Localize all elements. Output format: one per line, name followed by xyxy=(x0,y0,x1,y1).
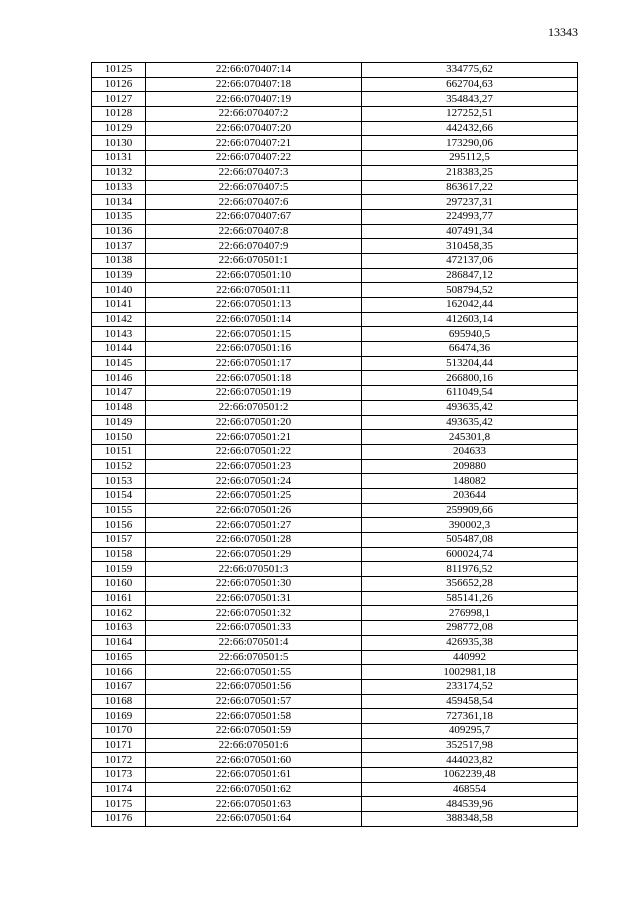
cadastral-value-cell: 266800,16 xyxy=(362,371,578,386)
cadastral-value-cell: 127252,51 xyxy=(362,107,578,122)
cadastral-value-cell: 354843,27 xyxy=(362,92,578,107)
table-row xyxy=(92,77,578,92)
cadastral-number-cell: 22:66:070501:23 xyxy=(146,459,362,474)
row-number-cell: 10158 xyxy=(92,547,146,562)
cadastral-number-cell: 22:66:070407:6 xyxy=(146,195,362,210)
table-row xyxy=(92,635,578,650)
cadastral-value-cell: 662704,63 xyxy=(362,77,578,92)
row-number-cell: 10147 xyxy=(92,386,146,401)
table-row xyxy=(92,121,578,136)
table-row xyxy=(92,430,578,445)
row-number-cell: 10145 xyxy=(92,356,146,371)
row-number-cell: 10169 xyxy=(92,709,146,724)
table-row xyxy=(92,709,578,724)
cadastral-value-cell: 468554 xyxy=(362,782,578,797)
cadastral-value-cell: 472137,06 xyxy=(362,253,578,268)
table-row xyxy=(92,239,578,254)
cadastral-number-cell: 22:66:070501:15 xyxy=(146,327,362,342)
cadastral-number-cell: 22:66:070501:55 xyxy=(146,665,362,680)
row-number-cell: 10153 xyxy=(92,474,146,489)
row-number-cell: 10164 xyxy=(92,635,146,650)
table-row xyxy=(92,195,578,210)
table-body xyxy=(92,63,578,827)
cadastral-value-cell: 390002,3 xyxy=(362,518,578,533)
cadastral-value-cell: 259909,66 xyxy=(362,503,578,518)
table-row xyxy=(92,738,578,753)
table-row xyxy=(92,107,578,122)
table-row xyxy=(92,488,578,503)
cadastral-number-cell: 22:66:070501:18 xyxy=(146,371,362,386)
cadastral-number-cell: 22:66:070501:17 xyxy=(146,356,362,371)
table-row xyxy=(92,812,578,827)
cadastral-number-cell: 22:66:070501:2 xyxy=(146,400,362,415)
cadastral-value-cell: 811976,52 xyxy=(362,562,578,577)
row-number-cell: 10141 xyxy=(92,298,146,313)
row-number-cell: 10144 xyxy=(92,342,146,357)
cadastral-number-cell: 22:66:070501:5 xyxy=(146,650,362,665)
row-number-cell: 10167 xyxy=(92,679,146,694)
cadastral-number-cell: 22:66:070501:62 xyxy=(146,782,362,797)
table-row xyxy=(92,224,578,239)
table-row xyxy=(92,797,578,812)
cadastral-value-cell: 508794,52 xyxy=(362,283,578,298)
cadastral-number-cell: 22:66:070501:26 xyxy=(146,503,362,518)
cadastral-number-cell: 22:66:070407:9 xyxy=(146,239,362,254)
cadastral-number-cell: 22:66:070501:28 xyxy=(146,533,362,548)
cadastral-number-cell: 22:66:070501:20 xyxy=(146,415,362,430)
table-row xyxy=(92,327,578,342)
cadastral-value-cell: 203644 xyxy=(362,488,578,503)
cadastral-value-cell: 352517,98 xyxy=(362,738,578,753)
cadastral-number-cell: 22:66:070407:22 xyxy=(146,151,362,166)
cadastral-number-cell: 22:66:070407:14 xyxy=(146,63,362,78)
table-row xyxy=(92,474,578,489)
row-number-cell: 10133 xyxy=(92,180,146,195)
table-row xyxy=(92,444,578,459)
row-number-cell: 10176 xyxy=(92,812,146,827)
row-number-cell: 10149 xyxy=(92,415,146,430)
cadastral-value-cell: 356652,28 xyxy=(362,577,578,592)
row-number-cell: 10172 xyxy=(92,753,146,768)
cadastral-number-cell: 22:66:070501:63 xyxy=(146,797,362,812)
cadastral-value-cell: 1062239,48 xyxy=(362,768,578,783)
row-number-cell: 10160 xyxy=(92,577,146,592)
cadastral-number-cell: 22:66:070501:32 xyxy=(146,606,362,621)
cadastral-value-cell: 297237,31 xyxy=(362,195,578,210)
cadastral-value-cell: 310458,35 xyxy=(362,239,578,254)
cadastral-value-cell: 409295,7 xyxy=(362,723,578,738)
table-row xyxy=(92,606,578,621)
table-row xyxy=(92,312,578,327)
table-row xyxy=(92,503,578,518)
table-row xyxy=(92,342,578,357)
row-number-cell: 10162 xyxy=(92,606,146,621)
row-number-cell: 10143 xyxy=(92,327,146,342)
cadastral-number-cell: 22:66:070407:8 xyxy=(146,224,362,239)
row-number-cell: 10126 xyxy=(92,77,146,92)
cadastral-value-cell: 442432,66 xyxy=(362,121,578,136)
cadastral-number-cell: 22:66:070501:60 xyxy=(146,753,362,768)
row-number-cell: 10131 xyxy=(92,151,146,166)
row-number-cell: 10138 xyxy=(92,253,146,268)
row-number-cell: 10174 xyxy=(92,782,146,797)
cadastral-value-cell: 224993,77 xyxy=(362,209,578,224)
row-number-cell: 10146 xyxy=(92,371,146,386)
cadastral-number-cell: 22:66:070501:3 xyxy=(146,562,362,577)
cadastral-value-cell: 412603,14 xyxy=(362,312,578,327)
cadastral-value-cell: 484539,96 xyxy=(362,797,578,812)
row-number-cell: 10150 xyxy=(92,430,146,445)
table-row xyxy=(92,180,578,195)
cadastral-number-cell: 22:66:070407:5 xyxy=(146,180,362,195)
cadastral-value-cell: 611049,54 xyxy=(362,386,578,401)
cadastral-value-cell: 298772,08 xyxy=(362,621,578,636)
cadastral-number-cell: 22:66:070501:22 xyxy=(146,444,362,459)
cadastral-number-cell: 22:66:070501:4 xyxy=(146,635,362,650)
table-row xyxy=(92,591,578,606)
row-number-cell: 10152 xyxy=(92,459,146,474)
table-row xyxy=(92,665,578,680)
row-number-cell: 10161 xyxy=(92,591,146,606)
row-number-cell: 10148 xyxy=(92,400,146,415)
cadastral-value-cell: 513204,44 xyxy=(362,356,578,371)
row-number-cell: 10163 xyxy=(92,621,146,636)
row-number-cell: 10136 xyxy=(92,224,146,239)
cadastral-value-cell: 863617,22 xyxy=(362,180,578,195)
table-row xyxy=(92,621,578,636)
row-number-cell: 10137 xyxy=(92,239,146,254)
cadastral-number-cell: 22:66:070501:10 xyxy=(146,268,362,283)
row-number-cell: 10125 xyxy=(92,63,146,78)
cadastral-number-cell: 22:66:070501:33 xyxy=(146,621,362,636)
cadastral-value-cell: 209880 xyxy=(362,459,578,474)
cadastral-number-cell: 22:66:070501:21 xyxy=(146,430,362,445)
cadastral-number-cell: 22:66:070407:18 xyxy=(146,77,362,92)
table-row xyxy=(92,400,578,415)
cadastral-value-table xyxy=(91,62,578,827)
cadastral-number-cell: 22:66:070501:25 xyxy=(146,488,362,503)
table-row xyxy=(92,723,578,738)
cadastral-value-cell: 440992 xyxy=(362,650,578,665)
cadastral-number-cell: 22:66:070501:11 xyxy=(146,283,362,298)
cadastral-number-cell: 22:66:070501:1 xyxy=(146,253,362,268)
table-row xyxy=(92,283,578,298)
cadastral-value-cell: 727361,18 xyxy=(362,709,578,724)
cadastral-value-cell: 245301,8 xyxy=(362,430,578,445)
cadastral-number-cell: 22:66:070501:29 xyxy=(146,547,362,562)
table-row xyxy=(92,533,578,548)
cadastral-number-cell: 22:66:070501:6 xyxy=(146,738,362,753)
cadastral-value-cell: 426935,38 xyxy=(362,635,578,650)
table-row xyxy=(92,650,578,665)
cadastral-value-cell: 505487,08 xyxy=(362,533,578,548)
table-row xyxy=(92,209,578,224)
table-row xyxy=(92,782,578,797)
row-number-cell: 10165 xyxy=(92,650,146,665)
row-number-cell: 10170 xyxy=(92,723,146,738)
table-row xyxy=(92,577,578,592)
row-number-cell: 10132 xyxy=(92,165,146,180)
cadastral-value-cell: 493635,42 xyxy=(362,415,578,430)
cadastral-number-cell: 22:66:070501:57 xyxy=(146,694,362,709)
table-row xyxy=(92,298,578,313)
cadastral-number-cell: 22:66:070407:21 xyxy=(146,136,362,151)
cadastral-value-cell: 286847,12 xyxy=(362,268,578,283)
table-row xyxy=(92,679,578,694)
cadastral-number-cell: 22:66:070501:16 xyxy=(146,342,362,357)
cadastral-value-cell: 388348,58 xyxy=(362,812,578,827)
row-number-cell: 10155 xyxy=(92,503,146,518)
cadastral-value-cell: 407491,34 xyxy=(362,224,578,239)
row-number-cell: 10166 xyxy=(92,665,146,680)
table-row xyxy=(92,92,578,107)
cadastral-value-cell: 1002981,18 xyxy=(362,665,578,680)
table-row xyxy=(92,63,578,78)
cadastral-number-cell: 22:66:070407:3 xyxy=(146,165,362,180)
cadastral-value-cell: 276998,1 xyxy=(362,606,578,621)
cadastral-number-cell: 22:66:070407:20 xyxy=(146,121,362,136)
row-number-cell: 10135 xyxy=(92,209,146,224)
cadastral-value-cell: 585141,26 xyxy=(362,591,578,606)
row-number-cell: 10156 xyxy=(92,518,146,533)
row-number-cell: 10157 xyxy=(92,533,146,548)
cadastral-number-cell: 22:66:070501:59 xyxy=(146,723,362,738)
cadastral-number-cell: 22:66:070501:31 xyxy=(146,591,362,606)
cadastral-number-cell: 22:66:070407:2 xyxy=(146,107,362,122)
page-number: 13343 xyxy=(548,25,578,39)
cadastral-number-cell: 22:66:070501:30 xyxy=(146,577,362,592)
cadastral-value-cell: 233174,52 xyxy=(362,679,578,694)
row-number-cell: 10168 xyxy=(92,694,146,709)
cadastral-number-cell: 22:66:070501:14 xyxy=(146,312,362,327)
cadastral-value-cell: 162042,44 xyxy=(362,298,578,313)
table-row xyxy=(92,268,578,283)
row-number-cell: 10139 xyxy=(92,268,146,283)
cadastral-value-cell: 600024,74 xyxy=(362,547,578,562)
table-row xyxy=(92,386,578,401)
cadastral-number-cell: 22:66:070501:27 xyxy=(146,518,362,533)
table-row xyxy=(92,415,578,430)
row-number-cell: 10175 xyxy=(92,797,146,812)
table-row xyxy=(92,547,578,562)
table-row xyxy=(92,136,578,151)
table-row xyxy=(92,356,578,371)
row-number-cell: 10134 xyxy=(92,195,146,210)
row-number-cell: 10140 xyxy=(92,283,146,298)
cadastral-value-cell: 148082 xyxy=(362,474,578,489)
table-row xyxy=(92,518,578,533)
table-row xyxy=(92,768,578,783)
table-row xyxy=(92,562,578,577)
cadastral-number-cell: 22:66:070407:19 xyxy=(146,92,362,107)
cadastral-value-cell: 204633 xyxy=(362,444,578,459)
row-number-cell: 10154 xyxy=(92,488,146,503)
row-number-cell: 10130 xyxy=(92,136,146,151)
cadastral-value-cell: 459458,54 xyxy=(362,694,578,709)
cadastral-number-cell: 22:66:070407:67 xyxy=(146,209,362,224)
table-row xyxy=(92,459,578,474)
row-number-cell: 10159 xyxy=(92,562,146,577)
cadastral-value-cell: 66474,36 xyxy=(362,342,578,357)
row-number-cell: 10173 xyxy=(92,768,146,783)
table-row xyxy=(92,694,578,709)
cadastral-value-cell: 295112,5 xyxy=(362,151,578,166)
row-number-cell: 10151 xyxy=(92,444,146,459)
cadastral-number-cell: 22:66:070501:19 xyxy=(146,386,362,401)
cadastral-number-cell: 22:66:070501:24 xyxy=(146,474,362,489)
cadastral-value-cell: 493635,42 xyxy=(362,400,578,415)
table-row xyxy=(92,371,578,386)
cadastral-number-cell: 22:66:070501:56 xyxy=(146,679,362,694)
cadastral-value-cell: 444023,82 xyxy=(362,753,578,768)
cadastral-number-cell: 22:66:070501:61 xyxy=(146,768,362,783)
cadastral-number-cell: 22:66:070501:58 xyxy=(146,709,362,724)
cadastral-number-cell: 22:66:070501:13 xyxy=(146,298,362,313)
cadastral-value-cell: 173290,06 xyxy=(362,136,578,151)
table-row xyxy=(92,151,578,166)
cadastral-value-cell: 334775,62 xyxy=(362,63,578,78)
table-row xyxy=(92,165,578,180)
table-row xyxy=(92,253,578,268)
table-row xyxy=(92,753,578,768)
row-number-cell: 10127 xyxy=(92,92,146,107)
cadastral-number-cell: 22:66:070501:64 xyxy=(146,812,362,827)
cadastral-value-cell: 218383,25 xyxy=(362,165,578,180)
row-number-cell: 10171 xyxy=(92,738,146,753)
row-number-cell: 10129 xyxy=(92,121,146,136)
row-number-cell: 10128 xyxy=(92,107,146,122)
cadastral-value-cell: 695940,5 xyxy=(362,327,578,342)
row-number-cell: 10142 xyxy=(92,312,146,327)
